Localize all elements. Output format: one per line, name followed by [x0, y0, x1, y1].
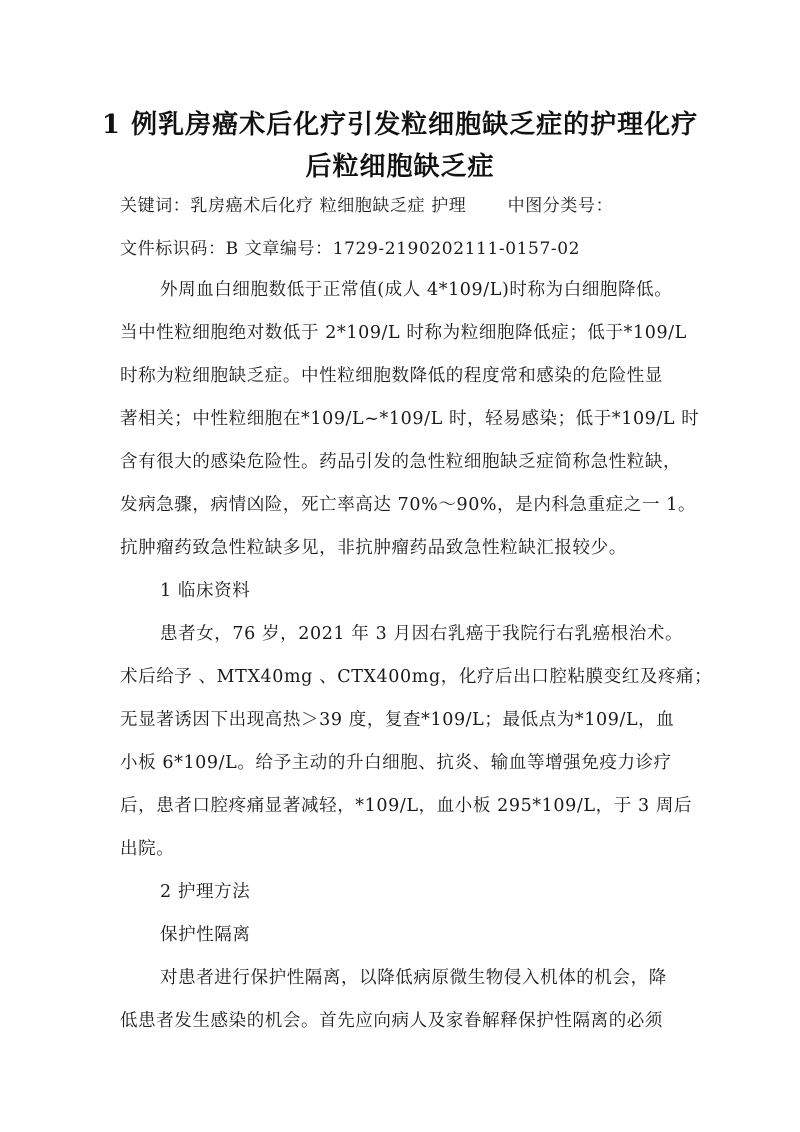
section-1-line-2: 术后给予 、MTX40mg 、CTX400mg，化疗后出口腔粘膜变红及疼痛；	[120, 667, 713, 687]
section-2-heading: 2 护理方法	[160, 882, 251, 902]
section-1-heading: 1 临床资料	[160, 581, 251, 601]
section-1-line-5: 后，患者口腔疼痛显著减轻，*109/L，血小板 295*109/L，于 3 周后	[120, 796, 693, 816]
section-1-line-3: 无显著诱因下出现高热＞39 度，复查*109/L；最低点为*109/L，血	[120, 710, 675, 730]
intro-line-4: 著相关；中性粒细胞在*109/L~*109/L 时，轻易感染；低于*109/L 时	[120, 409, 700, 429]
intro-line-1: 外周血白细胞数低于正常值(成人 4*109/L)时称为白细胞降低。	[160, 280, 673, 300]
intro-line-5: 含有很大的感染危险性。药品引发的急性粒细胞缺乏症简称急性粒缺，	[120, 452, 682, 472]
title-line-1: 1 例乳房癌术后化疗引发粒细胞缺乏症的护理化疗	[101, 110, 699, 140]
keywords-line: 关键词：乳房癌术后化疗 粒细胞缺乏症 护理 中图分类号：	[120, 196, 614, 216]
document-id-line: 文件标识码：B 文章编号：1729-2190202111-0157-02	[120, 239, 581, 259]
subsection-heading: 保护性隔离	[160, 925, 251, 945]
section-2-line-1: 对患者进行保护性隔离，以降低病原微生物侵入机体的机会，降	[160, 968, 667, 988]
intro-line-7: 抗肿瘤药致急性粒缺多见，非抗肿瘤药品致急性粒缺汇报较少。	[120, 538, 627, 558]
section-2-line-2: 低患者发生感染的机会。首先应向病人及家眷解释保护性隔离的必须	[120, 1011, 663, 1031]
section-1-line-1: 患者女，76 岁，2021 年 3 月因右乳癌于我院行右乳癌根治术。	[160, 624, 684, 644]
intro-line-3: 时称为粒细胞缺乏症。中性粒细胞数降低的程度常和感染的危险性显	[120, 366, 663, 386]
intro-line-2: 当中性粒细胞绝对数低于 2*109/L 时称为粒细胞降低症；低于*109/L	[120, 323, 687, 343]
intro-line-6: 发病急骤，病情凶险，死亡率高达 70%～90%，是内科急重症之一 1。	[120, 495, 697, 515]
section-1-line-6: 出院。	[120, 839, 175, 859]
section-1-line-4: 小板 6*109/L。给予主动的升白细胞、抗炎、输血等增强免疫力诊疗	[120, 753, 672, 773]
title-line-2: 后粒细胞缺乏症	[305, 152, 495, 182]
